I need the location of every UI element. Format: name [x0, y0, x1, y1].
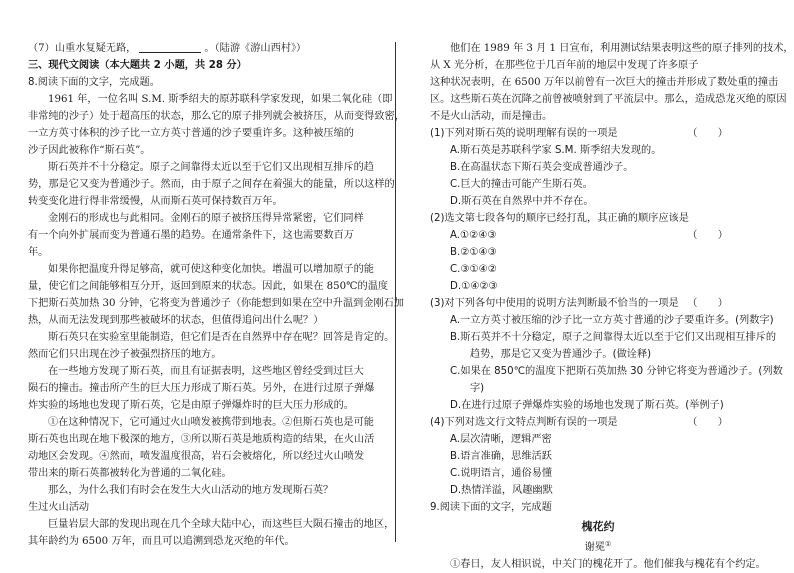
- answer-paren: （ ）: [687, 298, 728, 309]
- option-line[interactable]: 字): [470, 383, 485, 394]
- essay-first-line: ①春日，友人相识说，中关门的槐花开了。他们催我与槐花有个约定。: [450, 559, 766, 570]
- option-item[interactable]: B.语言准确，思维活跃: [450, 451, 552, 462]
- option-item[interactable]: B.在高温状态下斯石英会变成普通沙子。: [450, 162, 634, 173]
- q7-prefix: （7）山重水复疑无路，: [28, 43, 137, 54]
- q1-options: [430, 142, 766, 210]
- author-line: [430, 536, 766, 556]
- passage-continuation: [430, 40, 794, 125]
- text-line: 他们在 1989 年 3 月 1 日宣布，利用测试结果表明这些的原子排列的技术，: [450, 43, 794, 54]
- text-line: 沙子因此被称作“斯石英”。: [28, 145, 151, 156]
- text-line: 斯石英只在实验室里能制造，但它们是否在自然界中存在呢？回答是肯定的。: [48, 332, 395, 343]
- option-line[interactable]: A.一立方英寸被压缩的沙子比一立方英寸普通的沙子要重许多。(列数字): [450, 315, 774, 326]
- poem-title: 槐花约: [581, 520, 615, 533]
- q9-intro: 9.阅读下面的文字，完成题: [430, 502, 552, 513]
- answer-paren: （ ）: [687, 230, 728, 241]
- passage-text: [28, 91, 405, 550]
- text-line: 金刚石的形成也与此相同。金刚石的原子被挤压得异常紧密，它们同样: [48, 213, 364, 224]
- text-line: 斯石英也出现在地下极深的地方，③所以斯石英是地质构造的结果，在火山活: [28, 434, 375, 445]
- q3-options: [430, 312, 783, 414]
- q3-stem: (3)对下列各句中使用的说明方法判断最不恰当的一项是 （ ）: [430, 295, 766, 312]
- text-line: 炸实验的场地也发现了斯石英，它是由原子弹爆炸时的巨大压力形成的。: [28, 400, 354, 411]
- option-line[interactable]: 趋势，那是它又变为普通沙子。(做诠释): [470, 349, 652, 360]
- text-line: 下把斯石英加热 30 分钟，它将变为普通沙子（你能想到如果在空中升温到金刚石加: [28, 298, 404, 309]
- option-item[interactable]: D.①④②③: [450, 281, 498, 292]
- option-item[interactable]: C.③①④②: [450, 264, 497, 275]
- text-line: 转变变化进行得非常缓慢，从而斯石英可保持数百万年。: [28, 196, 283, 207]
- option-item[interactable]: D.斯石英在自然界中并不存在。: [450, 196, 594, 207]
- text-line: 动地区会发现。④然而，喷发温度很高，岩石会被熔化，所以经过火山喷发: [28, 451, 365, 462]
- section-heading: 三、现代文阅读（本大题共 2 小题，共 28 分）: [28, 60, 247, 71]
- answer-blank[interactable]: [139, 40, 201, 53]
- column-divider: [395, 42, 396, 542]
- option-item[interactable]: D.热情洋溢，风趣幽默: [450, 485, 553, 496]
- text-line: 区。这些斯石英在沉降之前曾被喷射到了平流层中。那么，造成恐龙灭绝的原因: [430, 94, 787, 105]
- q7-suffix: 。（陆游《游山西村》）: [204, 43, 307, 54]
- text-line: 其年龄约为 6500 万年，而且可以追溯到恐龙灭绝的年代。: [28, 536, 295, 547]
- text-line: 年。: [28, 247, 49, 258]
- q8-intro: 8.阅读下面的文字，完成题。: [28, 77, 160, 88]
- text-line: 1961 年，一位名叫 S.M. 斯季绍夫的原苏联科学家发现，如果二氧化硅（即: [48, 94, 393, 105]
- text-line: 一立方英寸体积的沙子比一立方英寸普通的沙子要重许多。这种被压缩的: [28, 128, 354, 139]
- option-line[interactable]: C.如果在 850℃的温度下把斯石英加热 30 分钟它将变为普通沙子。(列数: [450, 366, 783, 377]
- text-line: 陨石的撞击。撞击所产生的巨大压力形成了斯石英。另外，在进行过原子弹爆: [28, 383, 375, 394]
- text-line: 如果你把温度升得足够高，就可使这种变化加快。增温可以增加原子的能: [48, 264, 374, 275]
- q4-options: [430, 431, 766, 499]
- text-line: 斯石英并不十分稳定。原子之间靠得太近以至于它们又出现相互排斥的趋: [48, 162, 374, 173]
- text-line: 非常纯的沙子）处于超高压的状态，那么它的原子排列就会被挤压，从而变得致密，: [28, 111, 405, 122]
- text-line: 量，使它们之间能够相互分开，返回到原来的状态。因此，如果在 850℃的温度: [28, 281, 389, 292]
- text-line: 带出来的斯石英都被转化为普通的二氧化硅。: [28, 468, 232, 479]
- text-line: 有一个向外扩展而变为普通石墨的趋势。在通常条件下，这也需要数百万: [28, 230, 354, 241]
- q1-stem: (1)下列对斯石英的说明理解有误的一项是 （ ）: [430, 125, 766, 142]
- option-line[interactable]: B.斯石英并不十分稳定，原子之间靠得太近以至于它们又出现相互排斥的: [450, 332, 777, 343]
- answer-paren: （ ）: [687, 417, 728, 428]
- text-line: 势，那是它又变为普通沙子。然而，由于原子之间存在着强大的能量，所以这样的: [28, 179, 395, 190]
- option-item[interactable]: B.②①④③: [450, 247, 497, 258]
- right-column: [430, 40, 794, 573]
- q7-fill-blank: [28, 40, 372, 57]
- text-line: 热，从而无法发现到那些被破坏的状态，但值得追问出什么呢？）: [28, 315, 324, 326]
- text-line: 巨量岩层大部的发现出现在几个全球大陆中心，而这些巨大陨石撞击的地区，: [48, 519, 395, 530]
- option-item[interactable]: C.巨大的撞击可能产生斯石英。: [450, 179, 593, 190]
- option-line[interactable]: D.在进行过原子弹爆炸实验的场地也发现了斯石英。(举例子): [450, 400, 724, 411]
- option-item[interactable]: A.斯石英是苏联科学家 S.M. 斯季绍夫发现的。: [450, 145, 662, 156]
- text-line: 从 X 光分析，在那些位于几百年前的地层中发现了许多原子: [430, 60, 699, 71]
- text-line: 生过火山活动: [28, 502, 90, 513]
- answer-paren: （ ）: [687, 128, 728, 139]
- author: 谢冕: [584, 542, 606, 553]
- q2-stem: (2)选文第七段各句的顺序已经打乱，其正确的顺序应该是 （ ）: [430, 210, 766, 227]
- text-line: 那么，为什么我们有时会在发生大火山活动的地方发现斯石英？: [48, 485, 334, 496]
- left-column: [28, 40, 405, 550]
- text-line: 不是火山活动，而是撞击。: [430, 111, 553, 122]
- q4-stem: (4)下列对选文行文特点判断有误的一项是 （ ）: [430, 414, 766, 431]
- option-item[interactable]: A.①②④③: [450, 230, 497, 241]
- text-line: 然而它们只出现在沙子被强烈挤压的地方。: [28, 349, 222, 360]
- footnote-mark: ①: [605, 540, 612, 548]
- text-line: 在一些地方发现了斯石英，而且有证据表明，这些地区曾经受到过巨大: [48, 366, 364, 377]
- option-item[interactable]: A.层次清晰，逻辑严密: [450, 434, 552, 445]
- text-line: ①在这种情况下，它可通过火山喷发被携带到地表。②但斯石英也是可能: [48, 417, 374, 428]
- text-line: 这种状况表明，在 6500 万年以前曾有一次巨大的撞击并形成了数处重的撞击: [430, 77, 779, 88]
- option-item[interactable]: C.说明语言，通俗易懂: [450, 468, 553, 479]
